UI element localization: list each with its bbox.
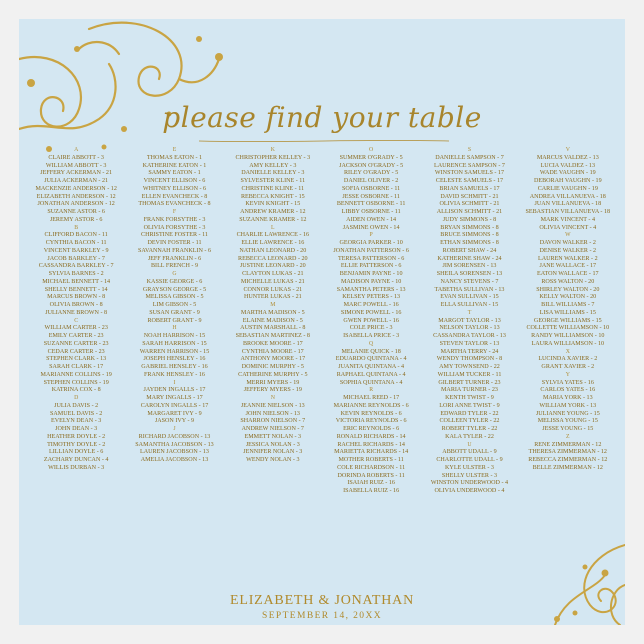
letter-heading: Z	[566, 433, 570, 440]
guest-entry: SARAH HARRISON - 15	[142, 340, 207, 347]
guest-entry: CARLIE VAUGHN - 19	[537, 185, 598, 192]
guest-entry: HUNTER LUKAS - 21	[243, 294, 302, 301]
guest-entry: SUZANNE KRAMER - 12	[239, 216, 307, 223]
guest-entry: GRANT XAVIER - 2	[541, 364, 595, 370]
guest-entry: SAMANTHA PETERS - 13	[336, 286, 406, 293]
guest-entry: KATHERINE EATON - 1	[142, 162, 207, 169]
guest-entry: MARY INGALLS - 17	[146, 395, 203, 401]
guest-entry: MARC POWELL - 16	[343, 302, 399, 308]
guest-entry: CHARLOTTE UDALL - 9	[436, 457, 503, 463]
guest-entry: NELSON TAYLOR - 13	[439, 325, 500, 332]
guest-entry: WILLIAM CARTER - 23	[44, 325, 108, 332]
guest-entry: DOMINIC MURPHY - 5	[241, 364, 304, 370]
guest-entry: AIDEN OWEN - 14	[346, 216, 397, 223]
guest-entry: MICHAEL REED - 17	[343, 395, 400, 401]
guest-entry: KASSIE GEORGE - 6	[146, 278, 203, 285]
guest-entry: EATON WALLACE - 17	[537, 271, 599, 277]
guest-entry: BRUCE SIMMONS - 8	[440, 232, 499, 239]
guest-entry: AMY TOWNSEND - 22	[439, 364, 500, 370]
letter-heading: N	[270, 395, 275, 401]
guest-entry: JENNIFER NOLAN - 3	[243, 449, 303, 456]
letter-heading: V	[565, 147, 570, 153]
guest-entry: AMY KELLEY - 3	[249, 162, 297, 169]
seating-chart-poster	[19, 19, 625, 625]
guest-entry: SAMANTHA JACOBSON - 13	[135, 441, 214, 448]
guest-entry: JOSEPH HENSLEY - 16	[143, 356, 206, 363]
guest-entry: COLE RICHARDSON - 11	[337, 464, 406, 471]
guest-entry: JONATHAN PATTERSON - 6	[333, 247, 409, 254]
guest-entry: CHRISTINE FOSTER - 11	[141, 232, 208, 239]
guest-entry: LAUREN WALKER - 2	[537, 255, 598, 262]
guest-entry: MARTHA MADISON - 5	[240, 309, 305, 316]
guest-entry: SYLVESTER KLINE - 11	[240, 178, 306, 184]
guest-entry: WILLIAM YORK - 13	[539, 402, 597, 409]
guest-entry: KATRINA COX - 8	[51, 387, 101, 394]
guest-entry: SHELLY BENNETT - 14	[44, 286, 108, 293]
guest-entry: JOHN NIELSON - 13	[245, 410, 300, 417]
guest-entry: KELSEY PETERS - 13	[342, 294, 401, 301]
guest-entry: WINSTON UNDERWOOD - 4	[430, 480, 509, 487]
guest-entry: DEVIN FOSTER - 11	[147, 240, 202, 246]
guest-entry: FRANK FORSYTHE - 3	[143, 216, 206, 223]
guest-entry: CHRISTOPHER KELLEY - 3	[235, 154, 311, 161]
guest-entry: ANDREW KRAMER - 12	[240, 209, 306, 215]
guest-entry: JANE WALLACE - 17	[539, 263, 597, 270]
guest-entry: CELESTE SAMUELS - 17	[435, 178, 504, 184]
guest-entry: STEVEN TAYLOR - 13	[439, 340, 500, 347]
guest-entry: LUCINDA XAVIER - 2	[538, 356, 598, 363]
guest-entry: JEANNIE NIELSON - 13	[240, 402, 305, 409]
guest-entry: LILLIAN DOYLE - 6	[49, 449, 104, 456]
guest-entry: EVELYN DEAN - 3	[50, 418, 102, 425]
guest-entry: MARIANNE REYNOLDS - 6	[333, 402, 409, 409]
guest-entry: VICTORIA REYNOLDS - 6	[335, 418, 407, 425]
guest-entry: JULIANNE BROWN - 8	[45, 309, 108, 316]
guest-entry: JESSICA NOLAN - 3	[245, 441, 300, 448]
guest-entry: GEORGIA PARKER - 10	[339, 240, 403, 246]
guest-entry: SUZANNE CARTER - 23	[43, 340, 109, 347]
guest-entry: AMELIA JACOBSON - 13	[140, 457, 209, 463]
guest-entry: EDUARDO QUINTANA - 4	[335, 356, 407, 363]
guest-entry: LISA WILLIAMS - 15	[539, 309, 596, 316]
letter-heading: U	[467, 441, 472, 448]
letter-heading: S	[467, 147, 472, 153]
guest-entry: CLAYTON LUKAS - 21	[242, 271, 304, 277]
guest-entry: JULIA ACKERMAN - 21	[44, 178, 109, 184]
guest-entry: RACHEL RICHARDS - 14	[337, 441, 405, 448]
guest-entry: ELAINE MADISON - 5	[242, 317, 303, 324]
guest-entry: MARIANNE COLLINS - 19	[40, 371, 112, 378]
page-title: please find your table	[162, 101, 482, 134]
letter-heading: E	[172, 147, 177, 153]
guest-columns	[27, 147, 617, 589]
guest-entry: JEFFERY ACKERMAN - 21	[40, 170, 113, 177]
guest-entry: JUANITA QUINTANA - 4	[338, 364, 405, 370]
letter-heading: W	[565, 232, 571, 239]
guest-entry: GILBERT TURNER - 23	[438, 379, 501, 386]
guest-entry: JONATHAN ANDERSON - 12	[37, 201, 115, 208]
guest-entry: ROBERT TYLER - 22	[441, 426, 498, 432]
guest-entry: MADISON PAYNE - 10	[340, 278, 402, 285]
guest-entry: SHIRLEY WALTON - 20	[536, 286, 600, 293]
guest-entry: GABRIEL HENSLEY - 16	[141, 364, 208, 370]
guest-entry: JACKSON O'GRADY - 5	[339, 162, 404, 169]
letter-heading: K	[270, 147, 275, 153]
guest-entry: BELLE ZIMMERMAN - 12	[532, 464, 603, 471]
guest-entry: OLIVIA VINCENT - 4	[539, 224, 597, 231]
guest-entry: MARCUS VALDEZ - 13	[536, 154, 599, 161]
guest-entry: NATHAN LEONARD - 20	[239, 247, 307, 254]
guest-entry: JEREMY ASTOR - 6	[49, 216, 103, 223]
guest-entry: KATHERINE SHAW - 24	[437, 255, 502, 262]
guest-entry: STEPHEN COLLINS - 19	[43, 379, 109, 386]
guest-entry: THOMAS EATON - 1	[146, 154, 203, 161]
guest-entry: SARAH CLARK - 17	[49, 364, 104, 370]
guest-entry: ABBOTT UDALL - 9	[442, 449, 497, 456]
guest-entry: SOPHIA QUINTANA - 4	[339, 379, 403, 386]
guest-entry: SAMMY EATON - 1	[148, 170, 201, 177]
guest-entry: JULIANNE YOUNG - 15	[535, 410, 600, 417]
guest-entry: ELLEN EVANCHECK - 8	[141, 193, 208, 200]
guest-entry: JUAN VILLANUEVA - 18	[534, 201, 602, 208]
letter-heading: G	[172, 271, 177, 277]
guest-entry: OLIVIA SCHMITT - 21	[439, 201, 500, 208]
guest-entry: MARIA TURNER - 23	[441, 387, 498, 394]
guest-entry: SAMUEL DAVIS - 2	[50, 410, 103, 417]
guest-entry: JACOB BARKLEY - 7	[47, 255, 105, 262]
guest-entry: ROBERT GRANT - 9	[147, 317, 202, 324]
guest-entry: NOAH HARRISON - 15	[143, 333, 206, 339]
guest-entry: RAPHAEL QUINTANA - 4	[336, 371, 406, 378]
guest-entry: KEVIN KNIGHT - 15	[245, 201, 301, 208]
guest-entry: SAVANNAH FRANKLIN - 6	[137, 247, 212, 254]
guest-entry: WILLIS DURBAN - 3	[48, 464, 105, 471]
guest-entry: JIM SORENSEN - 13	[442, 263, 497, 270]
guest-entry: JEFFERY MYERS - 19	[243, 387, 302, 394]
guest-entry: ANDREW NIELSON - 7	[241, 426, 304, 432]
guest-entry: ISABELLA RUIZ - 16	[343, 488, 400, 494]
guest-column	[224, 147, 322, 589]
letter-heading: Y	[565, 371, 570, 378]
guest-entry: OLIVIA BROWN - 8	[49, 302, 103, 308]
guest-entry: MARTHA TERRY - 24	[440, 348, 499, 355]
guest-entry: DORINDA ROBERTS - 11	[337, 472, 405, 479]
guest-entry: RANDY WILLIAMSON - 10	[531, 333, 605, 339]
guest-column	[519, 147, 617, 589]
guest-entry: ROBERT SHAW - 24	[442, 247, 497, 254]
guest-column	[322, 147, 420, 589]
guest-entry: DAVID SCHMITT - 21	[440, 193, 499, 200]
guest-entry: WENDY NOLAN - 3	[246, 457, 300, 463]
guest-entry: FRANK HENSLEY - 16	[144, 371, 205, 378]
letter-heading: A	[74, 147, 79, 153]
guest-entry: DANIELLE KELLEY - 3	[241, 170, 305, 177]
event-date: SEPTEMBER 14, 20XX	[262, 611, 382, 621]
guest-entry: ANTHONY MOORE - 17	[240, 356, 306, 363]
guest-entry: JESSE OSBORNE - 11	[342, 193, 400, 200]
guest-entry: ISAIAH RUIZ - 16	[347, 480, 395, 487]
guest-entry: RONALD RICHARDS - 14	[336, 433, 406, 440]
guest-entry: JASON IVY - 9	[154, 418, 195, 425]
guest-entry: TIMOTHY DOYLE - 2	[47, 441, 106, 448]
guest-entry: DANIELLE SAMPSON - 7	[435, 154, 504, 161]
guest-entry: STEPHEN CLARK - 13	[46, 356, 107, 363]
guest-entry: DAVON WALKER - 2	[539, 240, 596, 246]
guest-entry: SHARRON NIELSON - 7	[240, 418, 306, 425]
guest-entry: SUZANNE ASTOR - 6	[47, 209, 105, 215]
guest-entry: ELLIE PATTERSON - 6	[340, 263, 402, 270]
guest-entry: ZACHARY DUNCAN - 4	[43, 457, 109, 463]
guest-entry: KYLE ULSTER - 3	[445, 464, 494, 471]
guest-entry: MARCUS BROWN - 8	[47, 294, 106, 301]
letter-heading: M	[270, 302, 276, 308]
letter-heading: H	[172, 325, 177, 332]
guest-entry: VINCENT BARKLEY - 9	[43, 247, 109, 254]
guest-entry: SIMONE POWELL - 16	[340, 309, 402, 316]
guest-entry: CHRISTINE KLINE - 11	[241, 185, 305, 192]
guest-entry: CLAIRE ABBOTT - 3	[48, 154, 104, 161]
guest-entry: LAURA WILLIAMSON - 10	[531, 340, 605, 347]
guest-entry: JOHN DEAN - 3	[55, 426, 98, 432]
guest-entry: MARGARET IVY - 9	[147, 410, 202, 417]
guest-entry: SUMMER O'GRADY - 5	[339, 154, 403, 161]
guest-entry: REBECCA KNIGHT - 15	[240, 193, 305, 200]
guest-entry: MERRI MYERS - 19	[246, 379, 300, 386]
guest-entry: MICHELLE LUKAS - 21	[240, 278, 305, 285]
guest-entry: RENE ZIMMERMAN - 12	[534, 441, 602, 448]
guest-entry: REBECCA ZIMMERMAN - 12	[528, 457, 608, 463]
guest-entry: GEORGE WILLIAMS - 15	[533, 317, 602, 324]
letter-heading: I	[173, 379, 176, 386]
guest-entry: JEFF FRANKLIN - 6	[147, 255, 202, 262]
guest-entry: SHEILA SORENSEN - 13	[436, 271, 503, 277]
guest-entry: MARIA YORK - 13	[542, 395, 593, 401]
guest-entry: ELIZABETH ANDERSON - 12	[36, 193, 116, 200]
guest-entry: COLE PRICE - 3	[349, 325, 393, 332]
letter-heading: F	[172, 209, 177, 215]
letter-heading: J	[173, 426, 176, 432]
guest-entry: ANDREA VILLANUEVA - 18	[529, 193, 606, 200]
guest-entry: SEBASTIAN VILLANUEVA - 18	[525, 209, 611, 215]
guest-entry: CARLOS YATES - 16	[540, 387, 596, 394]
title-flourish-icon	[199, 137, 449, 145]
guest-entry: OLIVIA UNDERWOOD - 4	[434, 488, 505, 494]
couple-names: ELIZABETH & JONATHAN	[230, 593, 414, 608]
guest-entry: GRAYSON GEORGE - 5	[142, 286, 207, 293]
guest-entry: WHITNEY ELLISON - 6	[142, 185, 207, 192]
guest-entry: ELLA SULLIVAN - 15	[440, 302, 499, 308]
guest-entry: LORI ANNE TWIST - 9	[439, 402, 500, 409]
guest-entry: CAROLYN INGALLS - 17	[140, 402, 209, 409]
letter-heading: B	[74, 224, 79, 231]
guest-entry: EMMETT NOLAN - 3	[244, 433, 302, 440]
letter-heading: R	[369, 387, 374, 394]
letter-heading: L	[271, 224, 275, 231]
guest-entry: BRIAN SAMUELS - 17	[439, 185, 500, 192]
guest-entry: CASSANDRA BARKLEY - 7	[38, 263, 114, 270]
guest-entry: WARREN HARRISON - 15	[139, 348, 210, 355]
guest-entry: ELLIE LAWRENCE - 16	[241, 240, 305, 246]
letter-heading: O	[369, 147, 374, 153]
guest-entry: DENISE WALKER - 2	[539, 247, 597, 254]
guest-entry: ETHAN SIMMONS - 8	[440, 240, 499, 246]
guest-entry: VINCENT ELLISON - 6	[143, 178, 206, 184]
guest-entry: LUCIA VALDEZ - 13	[540, 162, 596, 169]
guest-entry: EMILY CARTER - 23	[48, 333, 104, 339]
letter-heading: D	[74, 395, 79, 401]
guest-entry: LAURENCE SAMPSON - 7	[434, 162, 505, 169]
guest-entry: WENDY THOMPSON - 8	[436, 356, 503, 363]
guest-entry: ERIC REYNOLDS - 6	[343, 426, 400, 432]
guest-entry: DANIEL OLIVER - 2	[343, 178, 399, 184]
guest-entry: JESSE YOUNG - 15	[542, 426, 594, 432]
guest-entry: BRYAN SIMMONS - 8	[440, 224, 499, 231]
guest-column	[27, 147, 125, 589]
guest-entry: BILL WILLIAMS - 7	[541, 302, 595, 308]
guest-entry: LIM GIBSON - 5	[152, 302, 197, 308]
guest-entry: MELANIE QUICK - 18	[341, 348, 401, 355]
guest-entry: KENTH TWIST - 9	[445, 395, 494, 401]
guest-entry: MELISSA GIBSON - 5	[145, 294, 204, 301]
guest-entry: ROSS WALTON - 20	[541, 278, 595, 285]
guest-entry: TERESA PATTERSON - 6	[337, 255, 405, 262]
guest-entry: MOTHER ROBERTS - 11	[338, 457, 404, 463]
guest-entry: KELLY WALTON - 20	[539, 294, 597, 301]
guest-entry: CATHERINE MURPHY - 5	[238, 371, 308, 378]
guest-entry: WILLIAM TUCKER - 11	[437, 371, 502, 378]
guest-entry: ALLISON SCHMITT - 21	[436, 209, 503, 215]
guest-entry: JUSTINE LEONARD - 20	[239, 263, 306, 270]
guest-entry: DEBORAH VAUGHN - 19	[533, 178, 602, 184]
guest-entry: LIBBY OSBORNE - 11	[341, 209, 401, 215]
guest-entry: MICHAEL BENNETT - 14	[42, 278, 111, 285]
letter-heading: P	[369, 232, 373, 239]
guest-entry: EDWARD TYLER - 22	[440, 410, 499, 417]
guest-entry: MELISSA YOUNG - 15	[537, 418, 598, 425]
guest-entry: CONNOR LUKAS - 21	[243, 286, 303, 293]
guest-entry: RILEY O'GRADY - 5	[343, 170, 399, 177]
guest-entry: JULIA DAVIS - 2	[54, 402, 99, 409]
guest-entry: CLIFFORD BACON - 11	[44, 232, 108, 239]
guest-entry: CYNTHIA MOORE - 17	[241, 348, 304, 355]
guest-entry: BILL FRENCH - 9	[150, 263, 198, 270]
guest-entry: MARK VINCENT - 4	[540, 216, 596, 223]
guest-entry: THOMAS EVANCHECK - 8	[138, 201, 211, 208]
guest-entry: JASMINE OWEN - 14	[342, 224, 400, 231]
guest-entry: OLIVIA FORSYTHE - 3	[143, 224, 206, 231]
guest-entry: HEATHER DOYLE - 2	[47, 433, 106, 440]
guest-entry: MACKENZIE ANDERSON - 12	[35, 185, 117, 192]
guest-entry: SOFIA OSBORNE - 11	[342, 185, 401, 192]
guest-entry: JAYDEN INGALLS - 17	[143, 387, 206, 394]
letter-heading: C	[74, 317, 79, 324]
guest-entry: TABETHA SULLIVAN - 13	[434, 286, 505, 293]
guest-entry: BENJAMIN PAYNE - 10	[339, 271, 403, 277]
guest-entry: JUDY SIMMONS - 8	[442, 216, 497, 223]
guest-entry: AUSTIN MARSHALL - 8	[240, 325, 306, 332]
guest-entry: SYLVIA YATES - 16	[541, 379, 594, 386]
letter-heading: T	[467, 309, 472, 316]
guest-entry: CEDAR CARTER - 23	[47, 348, 105, 355]
guest-entry: ISABELLA PRICE - 3	[343, 333, 400, 339]
guest-entry: THERESA ZIMMERMAN - 12	[528, 449, 607, 456]
guest-entry: BROOKE MOORE - 17	[242, 340, 303, 347]
guest-entry: SHELLY ULSTER - 3	[441, 472, 498, 479]
guest-entry: MARIETTA RICHARDS - 14	[334, 449, 409, 456]
guest-entry: GWEN POWELL - 16	[343, 317, 399, 324]
guest-entry: WINSTON SAMUELS - 17	[434, 170, 505, 177]
letter-heading: X	[565, 348, 570, 355]
guest-entry: CYNTHIA BACON - 11	[45, 240, 107, 246]
guest-entry: CHARLIE LAWRENCE - 16	[236, 232, 310, 239]
guest-entry: WILLIAM ABBOTT - 3	[45, 162, 107, 169]
guest-column	[125, 147, 223, 589]
guest-entry: SYLVIA BARNES - 2	[48, 271, 104, 277]
guest-entry: COLLEEN TYLER - 22	[439, 418, 500, 425]
guest-entry: KALA TYLER - 22	[445, 433, 494, 440]
guest-entry: SUSAN GRANT - 9	[149, 309, 200, 316]
guest-entry: RICHARD JACOBSON - 13	[138, 433, 211, 440]
letter-heading: Q	[369, 340, 374, 347]
guest-entry: LAUREN JACOBSON - 13	[140, 449, 209, 456]
guest-entry: KEVIN REYNOLDS - 6	[340, 410, 402, 417]
guest-entry: NANCY STEVENS - 7	[440, 278, 499, 285]
guest-entry: MARGOT TAYLOR - 13	[438, 317, 501, 324]
guest-column	[420, 147, 518, 589]
guest-entry: WADE VAUGHN - 19	[539, 170, 596, 177]
guest-entry: REBECCA LEONARD - 20	[238, 255, 308, 262]
guest-entry: COLLETTE WILLIAMSON - 10	[526, 325, 610, 332]
guest-entry: SEBASTIAN MARTINEZ - 8	[235, 333, 310, 339]
guest-entry: EVAN SULLIVAN - 15	[440, 294, 499, 301]
guest-entry: BENNETT OSBORNE - 11	[336, 201, 406, 208]
guest-entry: CASSANDRA TAYLOR - 13	[433, 333, 506, 339]
